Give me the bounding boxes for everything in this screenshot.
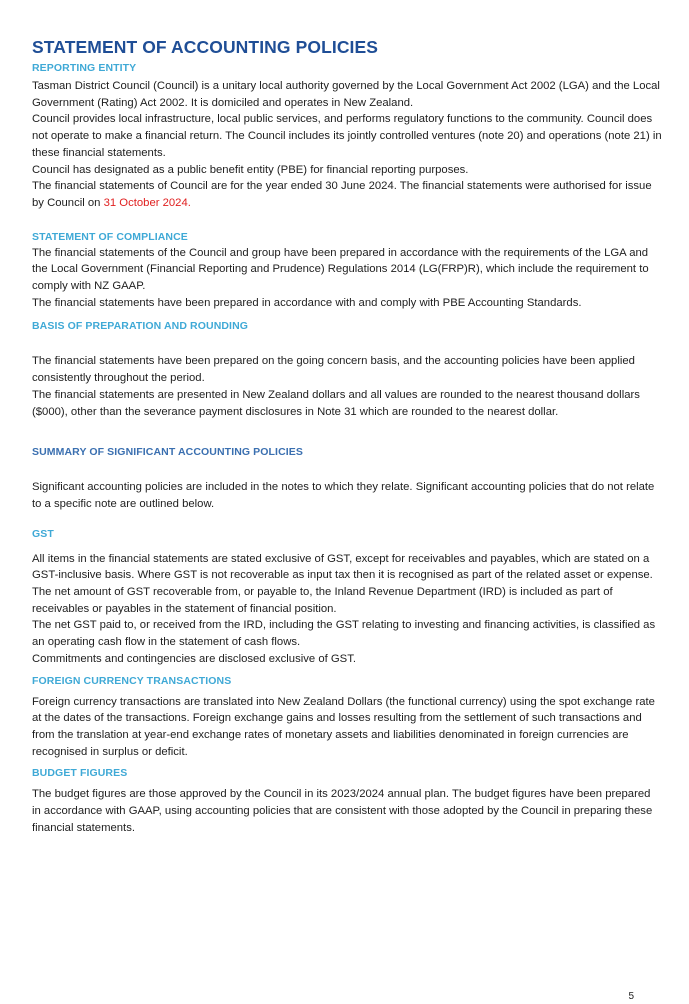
summary-section	[32, 445, 662, 512]
compliance-heading: STATEMENT OF COMPLIANCE	[32, 230, 188, 243]
page-title: STATEMENT OF ACCOUNTING POLICIES	[32, 37, 379, 57]
gst-section	[32, 527, 662, 668]
gst-heading: GST	[32, 527, 54, 540]
reporting-entity-paragraph-4	[32, 178, 662, 211]
reporting-entity-paragraph-3: Council has designated as a public benefit entity (PBE) for financial reporting purposes.	[32, 163, 469, 176]
basis-paragraph-2: The financial statements are presented in New Zealand dollars and all values are rounded to the nearest thousand dollars ($000), other than the severance payment disclosures in Note 31 which are rounded to the nearest dollar.	[32, 388, 640, 418]
gst-paragraph-2: The net amount of GST recoverable from, or payable to, the Inland Revenue Department (IRD) is included as part of receivables or payables in the statement of financial position.	[32, 586, 613, 615]
gst-paragraph-3: The net GST paid to, or received from the IRD, including the GST relating to investing and financing activities, is classified as an operating cash flow in the statement of cash flows.	[32, 619, 656, 649]
compliance-paragraph-1: The financial statements of the Council and group have been prepared in accordance with the requirements of the LGA and the Local Government (Financial Reporting and Prudence) Regulations 2014 (LG(FRP)R), which include the requirement to comply with NZ GAAP.	[32, 246, 649, 293]
foreign-currency-section	[32, 674, 662, 761]
reporting-entity-section	[32, 61, 662, 212]
basis-section	[32, 319, 662, 420]
budget-section	[32, 766, 662, 836]
summary-paragraph-1: Significant accounting policies are included in the notes to which they relate. Significant accounting policies that do not relate to a specific note are outlined below.	[32, 481, 655, 510]
compliance-paragraph-2: The financial statements have been prepared in accordance with and comply with PBE Accounting Standards.	[32, 296, 582, 309]
gst-paragraph-1: All items in the financial statements are stated exclusive of GST, except for receivables and payables, which are stated on a GST-inclusive basis. Where GST is not recoverable as input tax then it is recognised as part of the related asset or expense.	[32, 552, 653, 582]
reporting-entity-paragraph-2: Council provides local infrastructure, local public services, and performs regulatory functions to the community. Council does not operate to make a financial return. The Council includes its jointly controlled ventures (note 20) and operations (note 21) in these financial statements.	[32, 113, 662, 159]
document-page	[32, 36, 662, 837]
reporting-entity-paragraph-1: Tasman District Council (Council) is a unitary local authority governed by the Local Government Act 2002 (LGA) and the Local Government (Rating) Act 2002. It is domiciled and operates in New Zealand.	[32, 80, 660, 109]
basis-heading: BASIS OF PREPARATION AND ROUNDING	[32, 320, 249, 333]
budget-paragraph-1: The budget figures are those approved by the Council in its 2023/2024 annual plan. The budget figures have been prepared in accordance with GAAP, using accounting policies that are consistent with those adopted by the Council in preparing these financial statements.	[32, 788, 653, 834]
page-number: 5	[628, 991, 634, 1002]
foreign-currency-heading: FOREIGN CURRENCY TRANSACTIONS	[32, 674, 232, 687]
authorisation-date: 31 October 2024.	[103, 196, 191, 209]
basis-paragraph-1: The financial statements have been prepared on the going concern basis, and the accounting policies have been applied consistently throughout the period.	[32, 355, 635, 385]
compliance-section	[32, 230, 662, 312]
foreign-currency-paragraph-1: Foreign currency transactions are translated into New Zealand Dollars (the functional currency) using the spot exchange rate at the dates of the transactions. Foreign exchange gains and losses resulting from the settlement of such transactions and from the translation at year-end exchange rates of monetary assets and liabilities denominated in foreign currencies are recognised in surplus or deficit.	[32, 695, 655, 758]
budget-heading: BUDGET FIGURES	[32, 767, 128, 780]
authorisation-text: The financial statements of Council are for the year ended 30 June 2024. The financial statements were authorised for issue by Council on	[32, 180, 652, 209]
reporting-entity-heading: REPORTING ENTITY	[32, 62, 137, 74]
gst-paragraph-4: Commitments and contingencies are disclosed exclusive of GST.	[32, 652, 356, 665]
summary-heading: SUMMARY OF SIGNIFICANT ACCOUNTING POLICIES	[32, 446, 303, 459]
